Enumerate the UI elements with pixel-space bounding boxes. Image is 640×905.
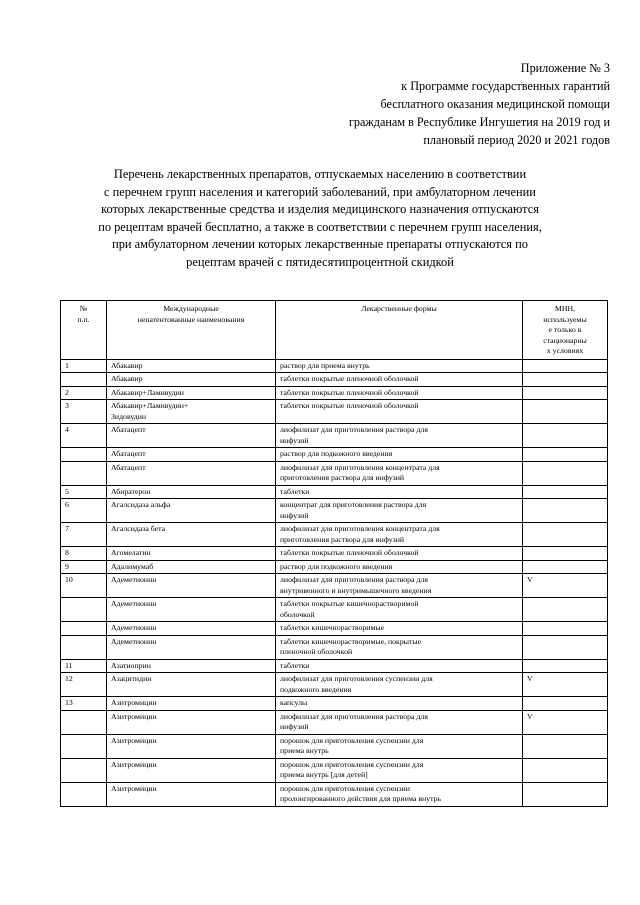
- cell-mnn: [523, 734, 608, 758]
- cell-mnn: [523, 547, 608, 561]
- cell-mnn: [523, 523, 608, 547]
- table-row: [61, 560, 608, 574]
- table-row: [61, 673, 608, 697]
- cell-mnn: [523, 697, 608, 711]
- table-row: [61, 659, 608, 673]
- cell-mnn: [523, 758, 608, 782]
- document-title: [20, 166, 620, 271]
- cell-number: 1: [61, 359, 107, 373]
- cell-number: [61, 448, 107, 462]
- cell-number: 4: [61, 424, 107, 448]
- appendix-line: бесплатного оказания медицинской помощи: [380, 97, 610, 111]
- cell-name: Адеметионин: [107, 598, 276, 622]
- table-header-row: [61, 301, 608, 360]
- cell-name: Абакавир+Ламивудин: [107, 386, 276, 400]
- cell-name: Агомелатин: [107, 547, 276, 561]
- cell-name: Абакавир: [107, 373, 276, 387]
- table-row: [61, 622, 608, 636]
- table-row: [61, 359, 608, 373]
- cell-name: Адалимумаб: [107, 560, 276, 574]
- table-row: [61, 697, 608, 711]
- cell-number: 7: [61, 523, 107, 547]
- cell-name: Азитромицин: [107, 734, 276, 758]
- cell-form: таблетки покрытые пленочной оболочкой: [276, 373, 523, 387]
- cell-form: таблетки: [276, 659, 523, 673]
- cell-mnn: [523, 622, 608, 636]
- cell-name: Абатацепт: [107, 461, 276, 485]
- cell-mnn: [523, 560, 608, 574]
- cell-mnn: [523, 499, 608, 523]
- table-row: [61, 547, 608, 561]
- appendix-line: гражданам в Республике Ингушетия на 2019 год и: [348, 115, 610, 129]
- cell-form: таблетки покрытые кишечнорастворимой оболочкой: [276, 598, 523, 622]
- cell-name: Адеметионин: [107, 622, 276, 636]
- cell-name: Абиратерон: [107, 485, 276, 499]
- cell-mnn: V: [523, 710, 608, 734]
- cell-form: раствор для приема внутрь: [276, 359, 523, 373]
- cell-name: Азитромицин: [107, 697, 276, 711]
- cell-name: Азацитидин: [107, 673, 276, 697]
- cell-number: 8: [61, 547, 107, 561]
- cell-mnn: [523, 598, 608, 622]
- cell-mnn: V: [523, 574, 608, 598]
- cell-form: таблетки покрытые пленочной оболочкой: [276, 400, 523, 424]
- cell-name: Агалсидаза альфа: [107, 499, 276, 523]
- cell-form: таблетки кишечнорастворимые: [276, 622, 523, 636]
- table-body: [61, 359, 608, 806]
- cell-form: капсулы: [276, 697, 523, 711]
- cell-mnn: [523, 485, 608, 499]
- table-row: [61, 574, 608, 598]
- title-line: рецептам врачей с пятидесятипроцентной скидкой: [186, 254, 454, 269]
- cell-mnn: [523, 782, 608, 806]
- drug-list-table: [60, 300, 608, 807]
- table-row: [61, 758, 608, 782]
- cell-mnn: [523, 400, 608, 424]
- cell-form: порошок для приготовления суспензии для приема внутрь: [276, 734, 523, 758]
- cell-name: Азитромицин: [107, 782, 276, 806]
- cell-mnn: [523, 461, 608, 485]
- cell-form: раствор для подкожного введения: [276, 560, 523, 574]
- table-row: [61, 734, 608, 758]
- cell-mnn: [523, 359, 608, 373]
- cell-number: 13: [61, 697, 107, 711]
- table-row: [61, 386, 608, 400]
- appendix-line: Приложение № 3: [520, 61, 610, 75]
- cell-name: Абатацепт: [107, 424, 276, 448]
- cell-name: Абакавир: [107, 359, 276, 373]
- title-line: по рецептам врачей бесплатно, а также в соответствии с перечнем групп населения,: [98, 219, 542, 234]
- cell-number: 2: [61, 386, 107, 400]
- cell-number: [61, 734, 107, 758]
- appendix-header: [190, 59, 610, 149]
- cell-form: концентрат для приготовления раствора для инфузий: [276, 499, 523, 523]
- header-mnn: МНН, используемы е только в стационарны х условиях: [523, 301, 608, 360]
- cell-form: таблетки покрытые пленочной оболочкой: [276, 547, 523, 561]
- table-row: [61, 461, 608, 485]
- cell-name: Адеметионин: [107, 574, 276, 598]
- table-row: [61, 400, 608, 424]
- table-row: [61, 523, 608, 547]
- cell-number: 9: [61, 560, 107, 574]
- cell-number: [61, 635, 107, 659]
- cell-mnn: [523, 659, 608, 673]
- cell-form: лиофилизат для приготовления раствора для инфузий: [276, 710, 523, 734]
- title-line: с перечнем групп населения и категорий заболеваний, при амбулаторном лечении: [104, 184, 536, 199]
- cell-number: [61, 373, 107, 387]
- cell-form: таблетки покрытые пленочной оболочкой: [276, 386, 523, 400]
- cell-form: раствор для подкожного введения: [276, 448, 523, 462]
- title-line: которых лекарственные средства и изделия медицинского назначения отпускаются: [101, 202, 539, 216]
- cell-number: [61, 461, 107, 485]
- cell-form: порошок для приготовления суспензии для приема внутрь [для детей]: [276, 758, 523, 782]
- cell-mnn: [523, 448, 608, 462]
- cell-name: Азитромицин: [107, 710, 276, 734]
- cell-number: [61, 782, 107, 806]
- cell-mnn: [523, 373, 608, 387]
- header-name: Международные непатентованные наименования: [107, 301, 276, 360]
- cell-form: таблетки кишечнорастворимые, покрытые пленочной оболочкой: [276, 635, 523, 659]
- cell-name: Абатацепт: [107, 448, 276, 462]
- cell-mnn: V: [523, 673, 608, 697]
- cell-number: [61, 598, 107, 622]
- cell-number: [61, 710, 107, 734]
- cell-form: лиофилизат для приготовления концентрата для приготовления раствора для инфузий: [276, 523, 523, 547]
- cell-form: порошок для приготовления суспензии пролонгированного действия для приема внутрь: [276, 782, 523, 806]
- title-line: Перечень лекарственных препаратов, отпускаемых населению в соответствии: [113, 167, 527, 181]
- table-row: [61, 598, 608, 622]
- cell-number: 11: [61, 659, 107, 673]
- appendix-line: к Программе государственных гарантий: [401, 79, 610, 93]
- cell-form: таблетки: [276, 485, 523, 499]
- cell-number: [61, 622, 107, 636]
- cell-mnn: [523, 635, 608, 659]
- header-number: № п.п.: [61, 301, 107, 360]
- table-row: [61, 710, 608, 734]
- table-row: [61, 424, 608, 448]
- cell-mnn: [523, 424, 608, 448]
- table-row: [61, 635, 608, 659]
- cell-number: 12: [61, 673, 107, 697]
- cell-number: 5: [61, 485, 107, 499]
- cell-form: лиофилизат для приготовления раствора для внутривенного и внутримышечного введения: [276, 574, 523, 598]
- table-row: [61, 373, 608, 387]
- cell-name: Абакавир+Ламивудин+ Зидовудин: [107, 400, 276, 424]
- table-row: [61, 782, 608, 806]
- cell-number: [61, 758, 107, 782]
- cell-name: Азатиоприн: [107, 659, 276, 673]
- cell-number: 10: [61, 574, 107, 598]
- cell-form: лиофилизат для приготовления концентрата для приготовления раствора для инфузий: [276, 461, 523, 485]
- header-form: Лекарственные формы: [276, 301, 523, 360]
- cell-name: Адеметионин: [107, 635, 276, 659]
- cell-number: 6: [61, 499, 107, 523]
- title-line: при амбулаторном лечении которых лекарственные препараты отпускаются по: [112, 237, 528, 251]
- appendix-line: плановый период 2020 и 2021 годов: [423, 133, 610, 147]
- cell-form: лиофилизат для приготовления раствора для инфузий: [276, 424, 523, 448]
- table-row: [61, 485, 608, 499]
- cell-name: Азитромицин: [107, 758, 276, 782]
- cell-form: лиофилизат для приготовления суспензии для подкожного введения: [276, 673, 523, 697]
- cell-name: Агалсидаза бета: [107, 523, 276, 547]
- table-row: [61, 448, 608, 462]
- table-row: [61, 499, 608, 523]
- cell-mnn: [523, 386, 608, 400]
- cell-number: 3: [61, 400, 107, 424]
